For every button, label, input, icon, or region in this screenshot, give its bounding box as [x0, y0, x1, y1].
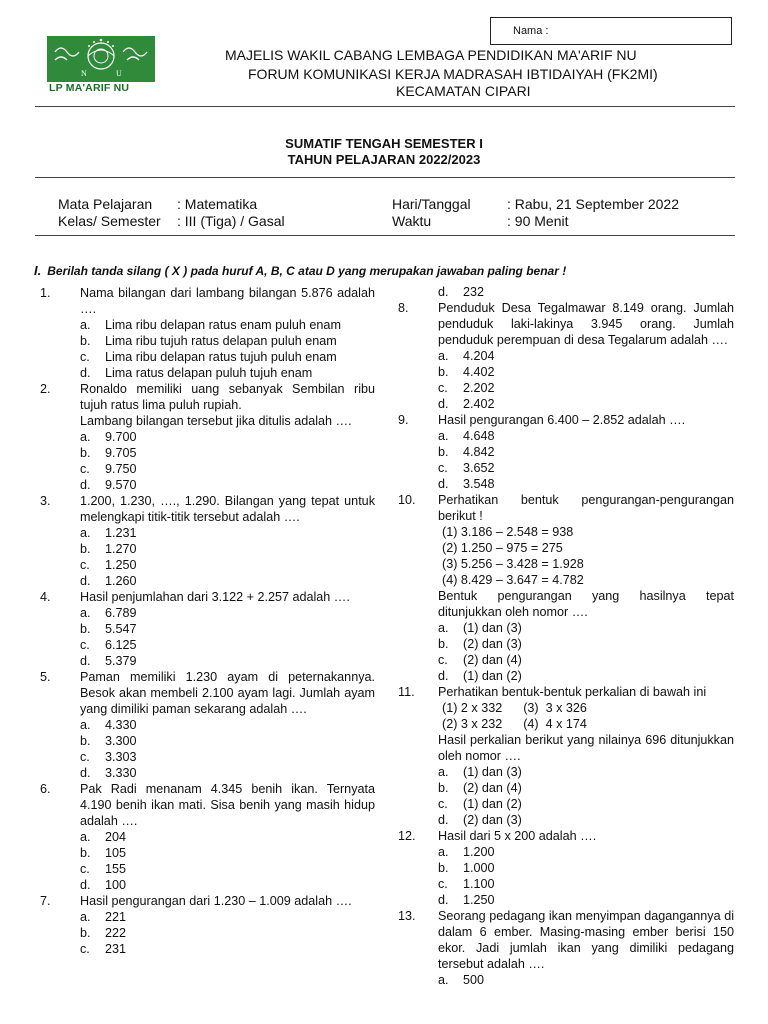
option-row[interactable]: [398, 796, 734, 812]
option-text: (1) dan (3): [463, 765, 522, 779]
question-item: (3) 5.256 – 3.428 = 1.928: [442, 557, 584, 571]
option-letter: b.: [438, 861, 449, 875]
option-text: 9.750: [105, 462, 137, 476]
lp-maarif-nu-logo: [47, 36, 155, 94]
option-text: 1.250: [463, 893, 495, 907]
option-text: 3.303: [105, 750, 137, 764]
option-text: 4.648: [463, 429, 495, 443]
option-text: 5.379: [105, 654, 137, 668]
option-row[interactable]: [398, 892, 734, 908]
option-letter: c.: [80, 462, 90, 476]
option-text: 232: [463, 285, 485, 299]
option-row[interactable]: [398, 428, 734, 444]
name-box[interactable]: [490, 17, 732, 45]
option-row[interactable]: [398, 396, 734, 412]
question-text: Perhatikan bentuk-bentuk perkalian di bawah ini: [438, 685, 707, 699]
option-letter: b.: [80, 734, 91, 748]
question-number: 8.: [398, 301, 409, 315]
nu-emblem-icon: [47, 36, 155, 82]
question-item: (4) 8.429 – 3.647 = 4.782: [442, 573, 584, 587]
option-letter: a.: [438, 429, 449, 443]
option-row[interactable]: [398, 876, 734, 892]
option-letter: b.: [438, 637, 449, 651]
option-row[interactable]: [40, 349, 375, 365]
option-text: 3.548: [463, 477, 495, 491]
option-text: 2.202: [463, 381, 495, 395]
option-row[interactable]: [40, 429, 375, 445]
option-row[interactable]: [398, 364, 734, 380]
option-letter: c.: [80, 750, 90, 764]
option-text: 1.100: [463, 877, 495, 891]
question-6: [40, 781, 375, 893]
title-divider: [35, 177, 735, 178]
option-text: 105: [105, 846, 127, 860]
question-text: Lambang bilangan tersebut jika ditulis adalah ….: [80, 414, 352, 428]
option-letter: c.: [80, 350, 90, 364]
option-text: (1) dan (2): [463, 669, 522, 683]
option-text: 100: [105, 878, 127, 892]
question-text: 1.200, 1.230, …., 1.290. Bilangan yang tepat untuk melengkapi titik-titik tersebut adalah ….: [80, 494, 375, 524]
question-number: [40, 413, 80, 429]
option-letter: d.: [438, 477, 449, 491]
option-text: (2) dan (3): [463, 637, 522, 651]
question-number: 4.: [40, 590, 51, 604]
option-letter: b.: [80, 926, 91, 940]
option-letter: d.: [438, 397, 449, 411]
option-text: 1.000: [463, 861, 495, 875]
question-number: 7.: [40, 894, 51, 908]
option-letter: b.: [438, 781, 449, 795]
question-text: Hasil penjumlahan dari 3.122 + 2.257 adalah ….: [80, 590, 350, 604]
option-row[interactable]: [398, 764, 734, 780]
option-text: Lima ribu tujuh ratus delapan puluh enam: [105, 334, 337, 348]
option-letter: c.: [438, 877, 448, 891]
option-row[interactable]: [40, 557, 375, 573]
option-row[interactable]: [398, 652, 734, 668]
option-row[interactable]: [398, 380, 734, 396]
header-line-1: MAJELIS WAKIL CABANG LEMBAGA PENDIDIKAN MA'ARIF NU: [225, 47, 637, 63]
option-text: 4.842: [463, 445, 495, 459]
option-letter: c.: [80, 942, 90, 956]
option-text: 222: [105, 926, 127, 940]
question-12: [398, 828, 734, 908]
option-letter: c.: [438, 797, 448, 811]
instruction-text: Berilah tanda silang ( X ) pada huruf A, B, C atau D yang merupakan jawaban paling benar !: [47, 264, 567, 278]
option-letter: a.: [80, 718, 91, 732]
option-text: (2) dan (4): [463, 653, 522, 667]
question-8: [398, 300, 734, 412]
option-letter: b.: [80, 622, 91, 636]
option-row[interactable]: [398, 668, 734, 684]
option-letter: a.: [438, 845, 449, 859]
option-letter: b.: [438, 445, 449, 459]
question-text: Hasil pengurangan dari 1.230 – 1.009 adalah ….: [80, 894, 352, 908]
option-text: 1.260: [105, 574, 137, 588]
option-row[interactable]: [40, 925, 375, 941]
option-text: 9.700: [105, 430, 137, 444]
option-text: 3.300: [105, 734, 137, 748]
option-text: 4.204: [463, 349, 495, 363]
option-row[interactable]: [40, 605, 375, 621]
time-label: Waktu: [392, 213, 432, 229]
option-row[interactable]: [40, 365, 375, 381]
option-letter: a.: [80, 606, 91, 620]
question-text: Paman memiliki 1.230 ayam di peternakannya. Besok akan membeli 2.100 ayam lagi. Jumlah ayam yang dimiliki paman sekarang adalah ….: [80, 670, 375, 716]
question-7: [40, 893, 375, 957]
option-letter: b.: [80, 846, 91, 860]
option-text: Lima ribu delapan ratus tujuh puluh enam: [105, 350, 337, 364]
option-row[interactable]: [398, 444, 734, 460]
option-letter: d.: [80, 654, 91, 668]
question-1: [40, 285, 375, 381]
option-letter: d.: [438, 669, 449, 683]
question-number: 12.: [398, 829, 416, 843]
option-row[interactable]: [40, 525, 375, 541]
question-number: 13.: [398, 909, 416, 923]
option-row[interactable]: [398, 844, 734, 860]
option-text: 221: [105, 910, 127, 924]
option-text: 4.330: [105, 718, 137, 732]
question-text: Pak Radi menanam 4.345 benih ikan. Ternyata 4.190 benih ikan mati. Sisa benih yang masih hidup adalah ….: [80, 782, 375, 828]
option-text: (1) dan (3): [463, 621, 522, 635]
option-row[interactable]: [398, 636, 734, 652]
header-line-3: KECAMATAN CIPARI: [396, 83, 531, 99]
option-letter: a.: [438, 349, 449, 363]
option-row[interactable]: [40, 653, 375, 669]
question-number: 5.: [40, 670, 51, 684]
emblem-letter-n: N: [81, 69, 87, 78]
option-text: 500: [463, 973, 485, 987]
option-row[interactable]: [398, 972, 734, 988]
option-letter: d.: [438, 813, 449, 827]
option-row[interactable]: [40, 317, 375, 333]
question-item: (2) 3 x 232 (4) 4 x 174: [442, 717, 587, 731]
option-letter: d.: [80, 574, 91, 588]
option-letter: a.: [438, 973, 449, 987]
option-letter: d.: [438, 893, 449, 907]
header-divider: [35, 106, 735, 107]
question-number: 3.: [40, 494, 51, 508]
exam-title: SUMATIF TENGAH SEMESTER I: [285, 136, 483, 151]
option-row[interactable]: [40, 637, 375, 653]
option-letter: b.: [80, 446, 91, 460]
question-item: (1) 3.186 – 2.548 = 938: [442, 525, 574, 539]
question-text: Ronaldo memiliki uang sebanyak Sembilan ribu tujuh ratus lima puluh rupiah.: [80, 382, 375, 412]
left-question-column: [40, 285, 375, 957]
option-letter: a.: [80, 830, 91, 844]
option-text: 155: [105, 862, 127, 876]
question-number: 11.: [398, 685, 415, 699]
option-letter: c.: [80, 862, 90, 876]
option-row[interactable]: [40, 461, 375, 477]
option-row[interactable]: [398, 620, 734, 636]
name-label: Nama :: [513, 25, 549, 37]
question-number: 10.: [398, 493, 416, 507]
option-row[interactable]: [398, 780, 734, 796]
option-text: 3.652: [463, 461, 495, 475]
option-text: 204: [105, 830, 127, 844]
option-text: 1.270: [105, 542, 137, 556]
logo-text: LP MA'ARIF NU: [49, 82, 130, 94]
option-text: 6.789: [105, 606, 137, 620]
header-line-2: FORUM KOMUNIKASI KERJA MADRASAH IBTIDAIYAH (FK2MI): [248, 66, 658, 82]
question-text: Seorang pedagang ikan menyimpan dagangannya di dalam 6 ember. Masing-masing ember berisi 150 ekor. Jadi jumlah ikan yang dimiliki pedagang tersebut adalah ….: [438, 909, 734, 971]
option-row[interactable]: [40, 477, 375, 493]
question-9: [398, 412, 734, 492]
question-3: [40, 493, 375, 589]
option-letter: b.: [438, 365, 449, 379]
option-row[interactable]: [40, 845, 375, 861]
option-letter: a.: [438, 765, 449, 779]
question-item: (2) 1.250 – 975 = 275: [442, 541, 563, 555]
option-text: 231: [105, 942, 127, 956]
option-text: (2) dan (3): [463, 813, 522, 827]
date-value: : Rabu, 21 September 2022: [507, 196, 680, 212]
question-4: [40, 589, 375, 669]
option-row[interactable]: [40, 749, 375, 765]
option-text: 9.705: [105, 446, 137, 460]
subject-label: Mata Pelajaran: [58, 196, 153, 212]
option-letter: c.: [438, 653, 448, 667]
option-text: 1.231: [105, 526, 137, 540]
question-text: Hasil dari 5 x 200 adalah ….: [438, 829, 597, 843]
question-item: (1) 2 x 332 (3) 3 x 326: [442, 701, 587, 715]
option-letter: a.: [80, 910, 91, 924]
option-row[interactable]: [40, 573, 375, 589]
option-row[interactable]: [398, 860, 734, 876]
question-13: [398, 908, 734, 988]
option-letter: d.: [438, 285, 449, 299]
option-row[interactable]: [398, 460, 734, 476]
option-letter: b.: [80, 542, 91, 556]
option-text: Lima ratus delapan puluh tujuh enam: [105, 366, 313, 380]
class-label: Kelas/ Semester: [58, 213, 161, 229]
option-row[interactable]: [40, 333, 375, 349]
question-2: [40, 381, 375, 493]
option-row[interactable]: [40, 941, 375, 957]
option-letter: c.: [80, 558, 90, 572]
option-letter: d.: [80, 766, 91, 780]
question-11: [398, 684, 734, 828]
option-row[interactable]: [40, 909, 375, 925]
question-text: Penduduk Desa Tegalmawar 8.149 orang. Jumlah penduduk laki-lakinya 3.945 orang. Jumlah penduduk perempuan di desa Tegalarum adalah ….: [438, 301, 734, 347]
right-question-column: [398, 284, 734, 988]
emblem-letter-u: U: [116, 69, 122, 78]
option-row[interactable]: [40, 717, 375, 733]
option-row[interactable]: [40, 765, 375, 781]
option-text: 4.402: [463, 365, 495, 379]
option-letter: d.: [80, 366, 91, 380]
date-label: Hari/Tanggal: [392, 196, 471, 212]
question-5: [40, 669, 375, 781]
option-row[interactable]: [398, 812, 734, 828]
option-text: 1.200: [463, 845, 495, 859]
option-letter: a.: [438, 621, 449, 635]
option-letter: d.: [80, 878, 91, 892]
option-text: 6.125: [105, 638, 137, 652]
option-letter: c.: [80, 638, 90, 652]
info-divider: [35, 235, 735, 236]
class-value: : III (Tiga) / Gasal: [177, 213, 285, 229]
option-row[interactable]: [40, 877, 375, 893]
option-row[interactable]: [40, 621, 375, 637]
option-letter: d.: [80, 478, 91, 492]
option-letter: c.: [438, 381, 448, 395]
option-row[interactable]: [40, 829, 375, 845]
section-number: I.: [34, 263, 42, 278]
option-text: (2) dan (4): [463, 781, 522, 795]
subject-value: : Matematika: [177, 196, 258, 212]
time-value: : 90 Menit: [507, 213, 569, 229]
question-number: 2.: [40, 382, 51, 396]
option-row[interactable]: [40, 733, 375, 749]
option-text: 9.570: [105, 478, 137, 492]
option-row[interactable]: [398, 284, 734, 300]
question-number: 9.: [398, 413, 409, 427]
option-row[interactable]: [398, 348, 734, 364]
exam-year: TAHUN PELAJARAN 2022/2023: [287, 152, 481, 167]
option-text: 5.547: [105, 622, 137, 636]
option-letter: b.: [80, 334, 91, 348]
option-text: (1) dan (2): [463, 797, 522, 811]
question-text: Hasil perkalian berikut yang nilainya 696 ditunjukkan oleh nomor ….: [438, 733, 734, 763]
question-text: Bentuk pengurangan yang hasilnya tepat ditunjukkan oleh nomor ….: [438, 589, 734, 619]
option-letter: c.: [438, 461, 448, 475]
option-row[interactable]: [40, 445, 375, 461]
question-number: 1.: [40, 286, 51, 300]
question-text: Perhatikan bentuk pengurangan-pengurangan berikut !: [438, 493, 734, 523]
option-text: 2.402: [463, 397, 495, 411]
instruction: [34, 263, 566, 278]
option-row[interactable]: [40, 861, 375, 877]
option-text: 1.250: [105, 558, 137, 572]
question-number: 6.: [40, 782, 51, 796]
question-text: Hasil pengurangan 6.400 – 2.852 adalah ….: [438, 413, 686, 427]
option-row[interactable]: [40, 541, 375, 557]
option-row[interactable]: [398, 476, 734, 492]
question-text: Nama bilangan dari lambang bilangan 5.876 adalah ….: [80, 286, 375, 316]
option-letter: a.: [80, 318, 91, 332]
option-text: 3.330: [105, 766, 137, 780]
question-10: [398, 492, 734, 684]
option-letter: a.: [80, 526, 91, 540]
option-text: Lima ribu delapan ratus enam puluh enam: [105, 318, 341, 332]
option-letter: a.: [80, 430, 91, 444]
